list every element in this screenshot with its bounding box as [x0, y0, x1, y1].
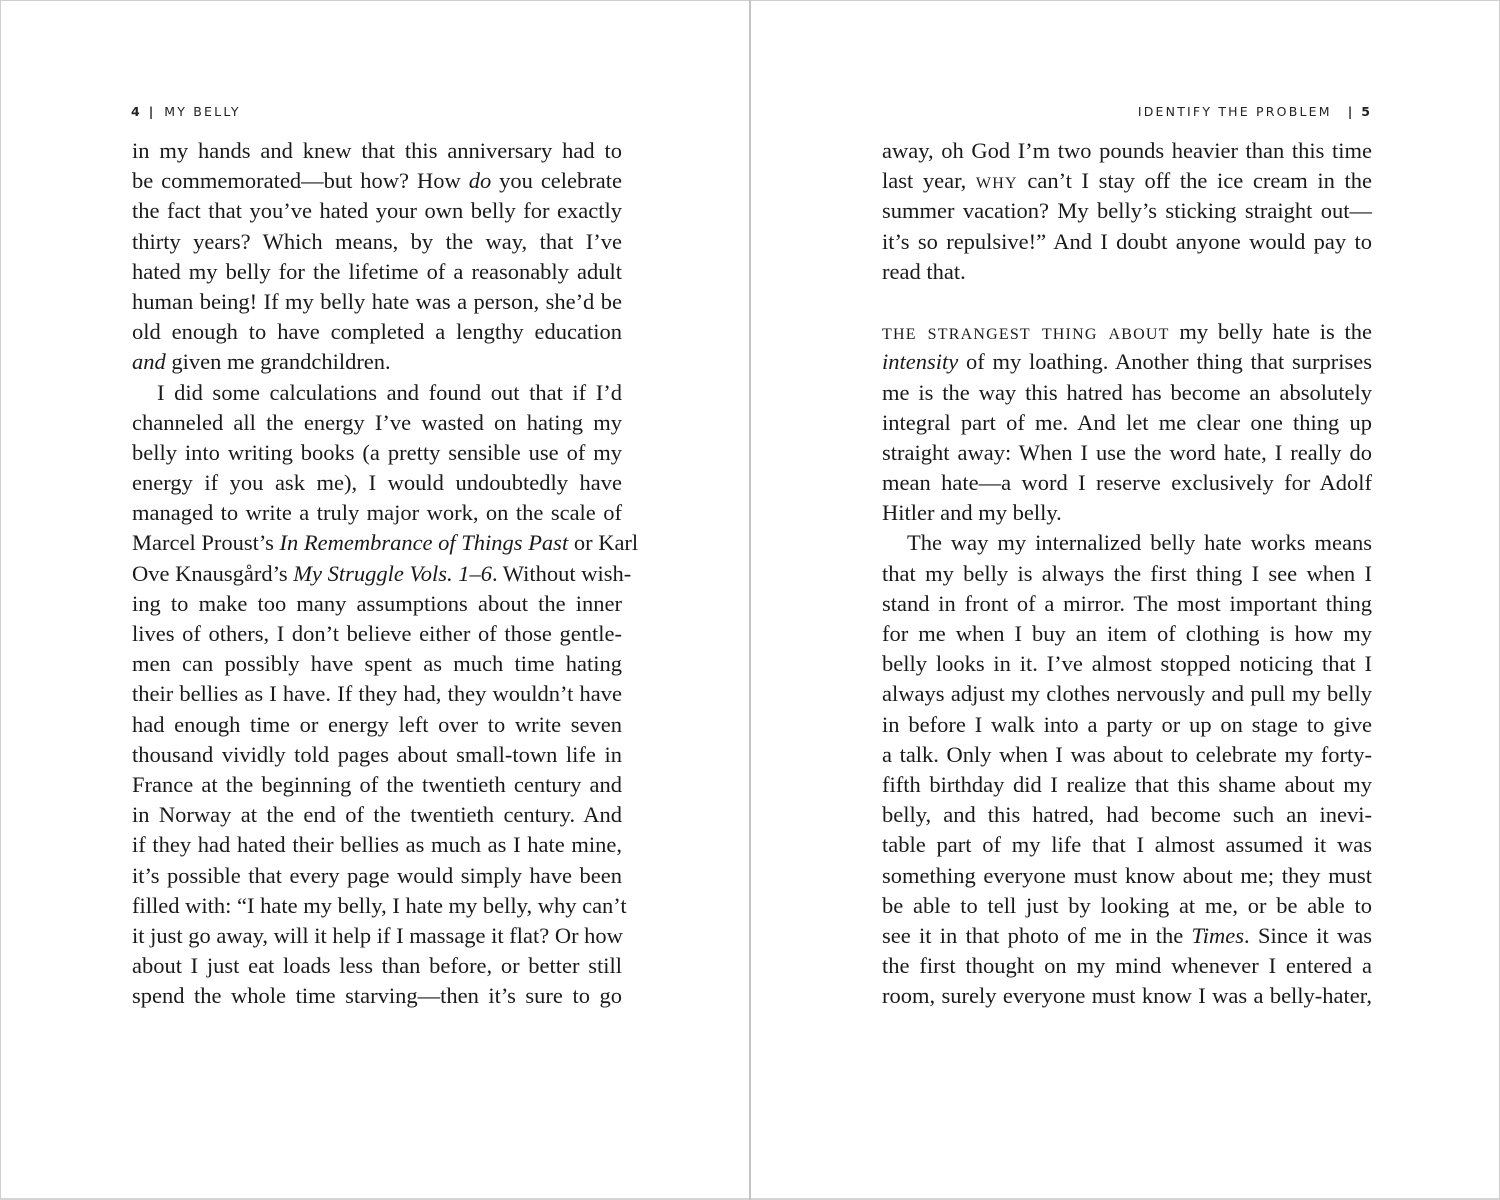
text-line [132, 468, 622, 498]
text-line [882, 378, 1372, 408]
text-run: a talk. Only when I was about to celebrate my forty- [882, 741, 1372, 767]
text-line [882, 921, 1372, 951]
text-line [882, 740, 1372, 770]
text-run: be commemorated—but how? How [132, 168, 469, 194]
text-run: about I just eat loads less than before, or better still [132, 953, 622, 979]
italic-run: do [468, 168, 492, 194]
text-line [132, 438, 622, 468]
text-line [882, 257, 1372, 287]
text-run: for me when I buy an item of clothing is how my [882, 621, 1372, 646]
right-running-header [1138, 104, 1370, 119]
text-run: the fact that you’ve hated your own belly for exactly [132, 198, 622, 224]
text-line [132, 196, 622, 226]
left-running-header [131, 104, 241, 119]
text-line [132, 740, 622, 770]
text-line [882, 679, 1372, 709]
text-run: men can possibly have spent as much time hating [132, 651, 622, 677]
text-line [132, 710, 622, 740]
text-line [132, 921, 622, 951]
text-run: room, surely everyone must know I was a belly-hater, [882, 983, 1372, 1009]
text-run: that my belly is always the first thing I see when I [882, 560, 1372, 586]
text-run: it just go away, will it help if I massage it flat? Or how [132, 922, 623, 948]
text-run: in my hands and knew that this anniversary had to [132, 138, 622, 163]
text-run: read that. [882, 258, 966, 284]
text-line [882, 589, 1372, 619]
right-page [752, 0, 1498, 1195]
italic-run: Times [1191, 922, 1245, 948]
text-run: integral part of me. And let me clear one thing up [882, 409, 1372, 435]
left-page [0, 0, 748, 1195]
text-run: channeled all the energy I’ve wasted on hating my [132, 409, 622, 435]
text-line [882, 528, 1372, 558]
text-line [882, 196, 1372, 226]
text-run: away, oh God I’m two pounds heavier than this time [882, 138, 1372, 163]
text-run: belly looks in it. I’ve almost stopped noticing that I [882, 651, 1372, 677]
text-run: my belly hate is the [1169, 319, 1372, 345]
text-line [132, 981, 622, 1011]
text-line [882, 227, 1372, 257]
text-line [132, 498, 622, 528]
text-line [132, 800, 622, 830]
text-line [132, 861, 622, 891]
italic-run: My Struggle Vols. 1–6 [293, 560, 492, 586]
text-run: human being! If my belly hate was a person, she’d be [132, 288, 622, 314]
header-divider: | [148, 104, 154, 119]
text-run: belly into writing books (a pretty sensible use of my [132, 439, 622, 465]
text-run: I did some calculations and found out that if I’d [157, 379, 622, 405]
text-line [132, 136, 622, 166]
text-line [132, 649, 622, 679]
text-line [882, 347, 1372, 377]
text-run: if they had hated their bellies as much as I hate mine, [132, 832, 622, 858]
text-line [882, 981, 1372, 1011]
text-run: of my loathing. Another thing that surprises [958, 349, 1372, 375]
text-line [132, 619, 622, 649]
text-line [132, 679, 622, 709]
text-run: stand in front of a mirror. The most important thing [882, 590, 1372, 616]
text-run: something everyone must know about me; they must [882, 862, 1372, 888]
text-line [132, 589, 622, 619]
text-run: see it in that photo of me in the [882, 922, 1192, 948]
text-run: you celebrate [491, 168, 622, 194]
text-run: hated my belly for the lifetime of a reasonably adult [132, 258, 622, 284]
text-run: spend the whole time starving—then it’s sure to go [132, 983, 622, 1009]
text-line [132, 378, 622, 408]
text-line [132, 347, 622, 377]
text-run: me is the way this hatred has become an absolutely [882, 379, 1372, 405]
text-line [882, 498, 1372, 528]
text-run: straight away: When I use the word hate, I really do [882, 439, 1372, 465]
text-run: last year, [882, 168, 976, 194]
text-run: in Norway at the end of the twentieth century. And [132, 802, 622, 828]
page-fold [749, 0, 751, 1200]
page-number: 4 [131, 104, 140, 119]
text-run: can’t I stay off the ice cream in the [1017, 168, 1373, 194]
text-line [132, 891, 627, 921]
text-run: The way my internalized belly hate works means [907, 530, 1372, 556]
text-run: old enough to have completed a lengthy education [132, 319, 622, 345]
text-run: the first thought on my mind whenever I entered a [882, 953, 1372, 979]
text-line [132, 770, 622, 800]
running-head-title: MY BELLY [164, 104, 241, 119]
text-line [132, 830, 622, 860]
text-run: Marcel Proust’s [132, 530, 280, 556]
text-line [882, 408, 1372, 438]
text-line [132, 559, 632, 589]
text-run: fifth birthday did I realize that this shame about my [882, 771, 1372, 797]
text-line [882, 136, 1372, 166]
text-run: it’s possible that every page would simply have been [132, 862, 622, 888]
text-run: . Since it was [1244, 922, 1372, 948]
right-page-body [882, 136, 1372, 1011]
text-run: thirty years? Which means, by the way, that I’ve [132, 228, 622, 254]
text-run: thousand vividly told pages about small-town life in [132, 741, 622, 767]
text-run: or Karl [568, 530, 639, 556]
text-line [882, 710, 1372, 740]
italic-run: and [132, 349, 166, 375]
section-break [882, 287, 1372, 317]
text-run: mean hate—a word I reserve exclusively for Adolf [882, 470, 1372, 496]
text-line [132, 257, 622, 287]
text-line [882, 770, 1372, 800]
text-run: Hitler and my belly. [882, 500, 1062, 526]
text-line [882, 830, 1372, 860]
italic-run: intensity [882, 349, 959, 375]
small-caps-run: why [975, 168, 1018, 194]
text-line [882, 649, 1372, 679]
running-head-title: IDENTIFY THE PROBLEM [1137, 104, 1332, 119]
text-run: had enough time or energy left over to write seven [132, 711, 622, 737]
text-line [882, 468, 1372, 498]
left-page-body [132, 136, 639, 1011]
text-run: France at the beginning of the twentieth century and [132, 771, 622, 797]
text-line [882, 317, 1372, 347]
text-run: it’s so repulsive!” And I doubt anyone would pay to [882, 228, 1372, 254]
text-run: table part of my life that I almost assumed it was [882, 832, 1372, 858]
text-line [882, 559, 1372, 589]
text-run: energy if you ask me), I would undoubtedly have [132, 470, 622, 496]
text-line [132, 287, 622, 317]
text-run: belly, and this hatred, had become such an inevi- [882, 802, 1372, 828]
small-caps-run: the strangest thing about [882, 319, 1170, 345]
text-run: in before I walk into a party or up on stage to give [882, 711, 1372, 737]
text-run: . Without wish- [491, 560, 632, 586]
header-divider: | [1347, 104, 1353, 119]
text-run: filled with: “I hate my belly, I hate my belly, why can’t [132, 892, 627, 918]
text-line [882, 891, 1372, 921]
text-line [132, 227, 622, 257]
text-line [882, 619, 1372, 649]
text-run: given me grandchildren. [165, 349, 391, 375]
text-run: ing to make too many assumptions about the inner [132, 590, 622, 616]
page-number: 5 [1361, 104, 1370, 119]
text-line [882, 861, 1372, 891]
text-line [132, 408, 622, 438]
text-run: lives of others, I don’t believe either of those gentle- [132, 621, 622, 646]
italic-run: In Remembrance of Things Past [279, 530, 569, 556]
text-line [132, 166, 622, 196]
text-line [132, 317, 622, 347]
text-run: Ove Knausgård’s [132, 560, 294, 586]
text-run: always adjust my clothes nervously and pull my belly [882, 681, 1372, 707]
text-run: summer vacation? My belly’s sticking straight out— [882, 198, 1372, 224]
text-run: managed to write a truly major work, on the scale of [132, 500, 622, 526]
text-run: be able to tell just by looking at me, or be able to [882, 892, 1372, 918]
text-line [882, 438, 1372, 468]
text-line [132, 528, 639, 558]
text-run: their bellies as I have. If they had, they wouldn’t have [132, 681, 622, 707]
text-line [132, 951, 622, 981]
text-line [882, 166, 1372, 196]
text-line [882, 800, 1372, 830]
text-line [882, 951, 1372, 981]
